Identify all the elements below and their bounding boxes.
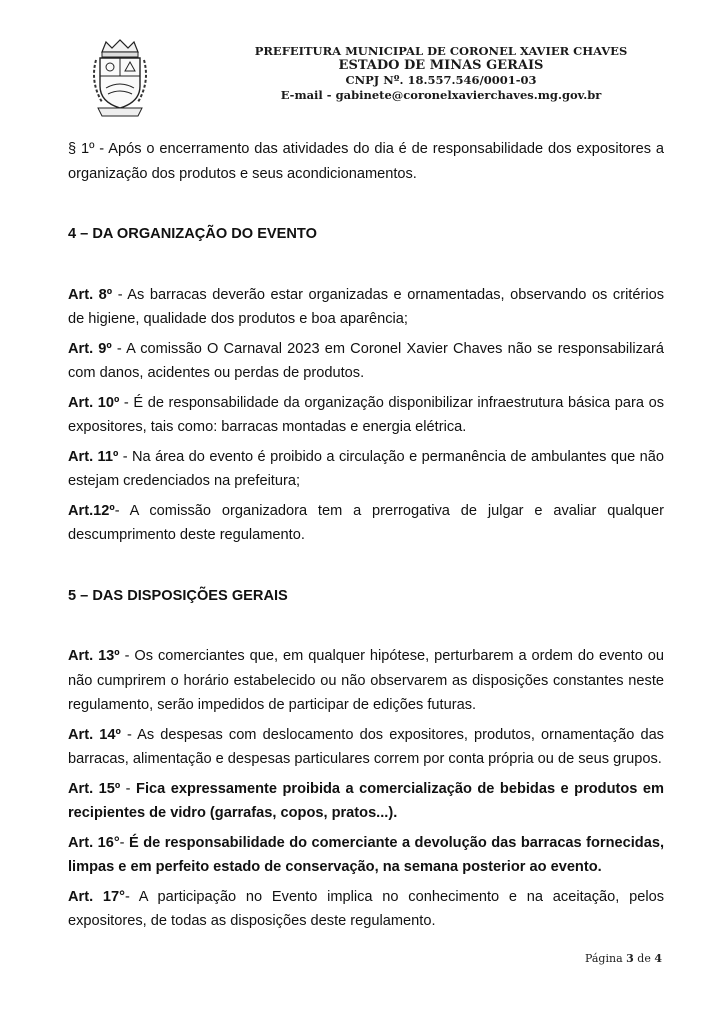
article-text: - A participação no Evento implica no conhecimento e na aceitação, pelos expositores, de todas as disposições deste regulamento. bbox=[68, 888, 664, 929]
page-footer bbox=[585, 952, 662, 965]
article-text: É de responsabilidade do comerciante a devolução das barracas fornecidas, limpas e em perfeito estado de conservação, na semana posterior ao evento. bbox=[68, 834, 664, 875]
article-text: - As barracas deverão estar organizadas e ornamentadas, observando os critérios de higiene, qualidade dos produtos e boa aparência; bbox=[68, 286, 664, 327]
document-body bbox=[68, 137, 664, 939]
article-label: Art. 13º bbox=[68, 648, 120, 664]
article-text: - A comissão organizadora tem a prerrogativa de julgar e avaliar qualquer descumprimento deste regulamento. bbox=[68, 502, 664, 543]
article-text: - É de responsabilidade da organização disponibilizar infraestrutura básica para os expositores, tais como: barracas montadas e energia elétrica. bbox=[68, 394, 664, 435]
article-10 bbox=[68, 391, 664, 440]
article-label: Art. 8º bbox=[68, 286, 113, 303]
letterhead-text bbox=[218, 44, 664, 103]
article-separator: - bbox=[120, 780, 137, 797]
state-name: ESTADO DE MINAS GERAIS bbox=[338, 58, 544, 73]
article-label: Art. 16° bbox=[68, 834, 120, 851]
article-label: Art. 11º bbox=[68, 448, 119, 465]
section-title-organizacao: 4 – DA ORGANIZAÇÃO DO EVENTO bbox=[68, 226, 317, 242]
article-label: Art. 14º bbox=[68, 726, 121, 743]
cnpj-number: CNPJ Nº. 18.557.546/0001-03 bbox=[345, 73, 537, 87]
article-label: Art.12º bbox=[68, 502, 115, 519]
article-8 bbox=[68, 283, 664, 332]
page-number: 3 bbox=[626, 952, 634, 965]
article-9 bbox=[68, 337, 664, 386]
article-13 bbox=[68, 644, 664, 718]
article-17 bbox=[68, 885, 664, 934]
article-label: Art. 9º bbox=[68, 340, 112, 357]
article-label: Art. 10º bbox=[68, 394, 120, 411]
municipality-name: PREFEITURA MUNICIPAL DE CORONEL XAVIER CHAVES bbox=[254, 44, 628, 58]
article-11 bbox=[68, 445, 664, 494]
article-separator: - bbox=[119, 834, 130, 851]
article-text: - Na área do evento é proibido a circulação e permanência de ambulantes que não estejam credenciados na prefeitura; bbox=[68, 448, 664, 489]
article-text: - Os comerciantes que, em qualquer hipótese, perturbarem a ordem do evento ou não cumprirem o horário estabelecido ou não observarem as disposições constantes neste regulamento, serão impedidos de participar de edições futuras. bbox=[68, 648, 664, 713]
article-15 bbox=[68, 777, 664, 826]
article-label: Art. 15º bbox=[68, 780, 121, 797]
page-total: 4 bbox=[654, 952, 662, 965]
letterhead bbox=[68, 36, 664, 120]
intro-paragraph: § 1º - Após o encerramento das atividades do dia é de responsabilidade dos expositores a organização dos produtos e seus acondicionamentos. bbox=[68, 141, 664, 182]
article-label: Art. 17° bbox=[68, 888, 125, 905]
of-word: de bbox=[637, 952, 651, 965]
section-title-disposicoes: 5 – DAS DISPOSIÇÕES GERAIS bbox=[68, 587, 288, 604]
article-text: - As despesas com deslocamento dos expositores, produtos, ornamentação das barracas, alimentação e despesas particulares correm por conta própria ou de seus grupos. bbox=[68, 726, 664, 767]
article-16 bbox=[68, 831, 664, 880]
article-text: - A comissão O Carnaval 2023 em Coronel Xavier Chaves não se responsabilizará com danos, acidentes ou perdas de produtos. bbox=[68, 340, 664, 381]
article-text: Fica expressamente proibida a comercialização de bebidas e produtos em recipientes de vidro (garrafas, copos, pratos...). bbox=[68, 780, 664, 821]
article-12 bbox=[68, 499, 664, 548]
contact-email: E-mail - gabinete@coronelxavierchaves.mg.gov.br bbox=[280, 88, 602, 102]
municipal-coat-of-arms-icon bbox=[88, 38, 152, 118]
article-14 bbox=[68, 723, 664, 772]
page-word: Página bbox=[584, 952, 623, 965]
